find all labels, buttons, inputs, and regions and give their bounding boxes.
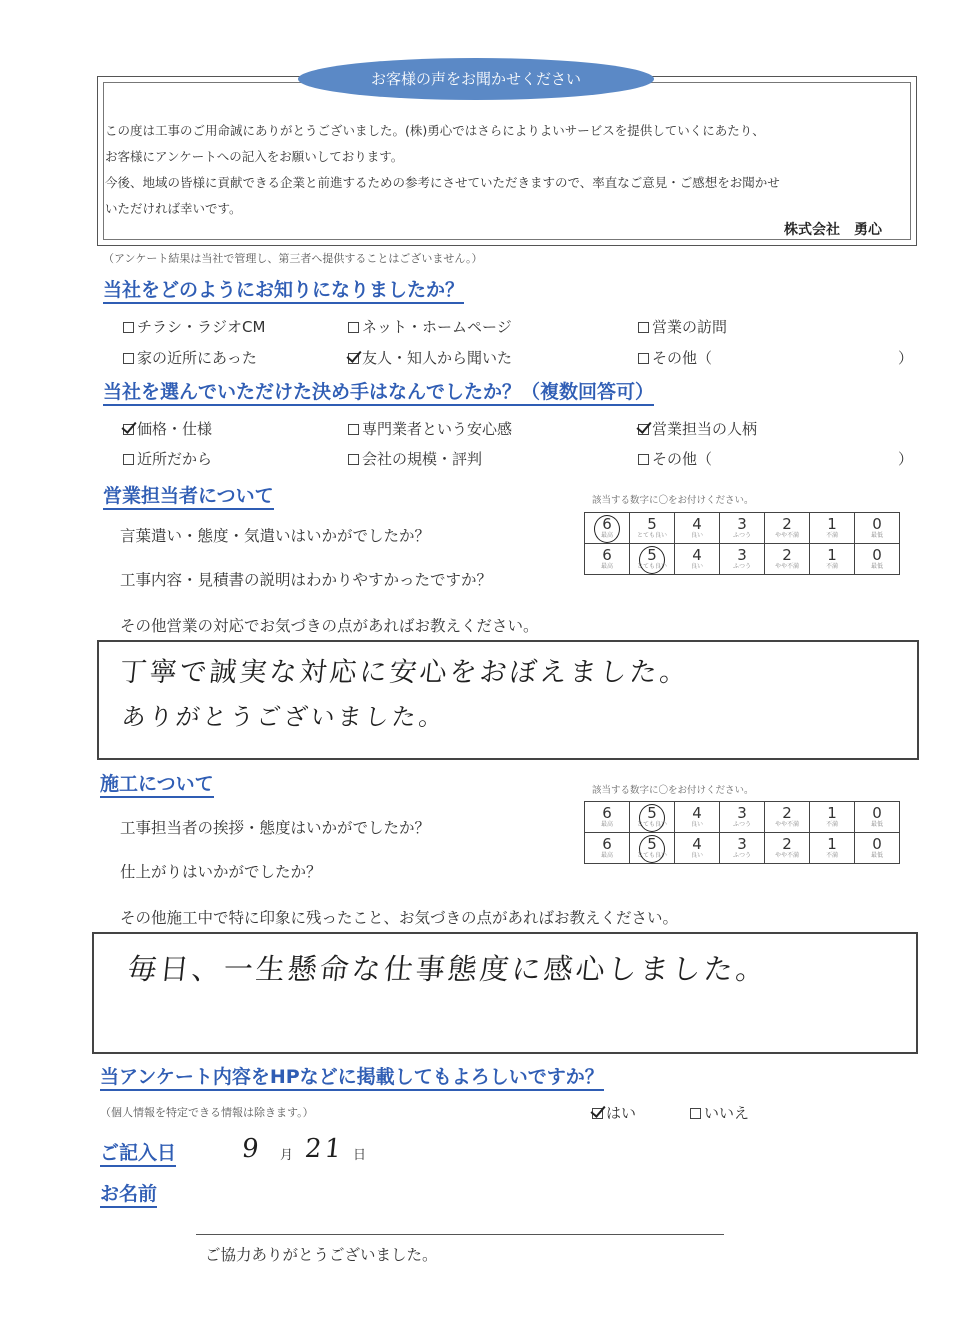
selected-circle-mark — [639, 835, 665, 863]
rating-cell[interactable] — [765, 513, 810, 544]
rating-number: 5 — [647, 835, 657, 853]
rating-label: 最低 — [870, 852, 883, 859]
rating-number: 1 — [827, 546, 837, 564]
rating-cell[interactable] — [585, 544, 630, 575]
rating-cell[interactable] — [720, 833, 765, 864]
date-month-value: 9 — [240, 1134, 264, 1164]
checkbox[interactable] — [638, 353, 649, 364]
rating-label: ふつう — [732, 821, 751, 828]
rating-number: 0 — [872, 515, 882, 533]
rating-label: 最高 — [600, 532, 613, 539]
selected-circle-mark — [639, 804, 665, 832]
rating-label: ふつう — [732, 563, 751, 570]
date-month-unit: 月 — [280, 1148, 294, 1163]
rating-row — [585, 544, 900, 575]
construction-question-2: 仕上がりはいかがでしたか？ — [120, 863, 322, 881]
q2-option[interactable]: その他（ — [638, 448, 712, 469]
sales-heading: 営業担当者について — [103, 485, 274, 510]
name-heading: お名前 — [100, 1183, 157, 1208]
rating-label: 不満 — [825, 852, 838, 859]
selected-circle-mark — [639, 546, 665, 574]
intro-line: いただければ幸いです。 — [105, 201, 242, 216]
privacy-note: （アンケート結果は当社で管理し、第三者へ提供することはございません。） — [103, 252, 483, 265]
date-heading: ご記入日 — [100, 1142, 176, 1167]
rating-cell[interactable] — [675, 833, 720, 864]
rating-number: 2 — [782, 804, 792, 822]
survey-title: お客様の声をお聞かせください — [298, 58, 654, 100]
q2-option[interactable]: 営業担当の人柄 — [638, 418, 757, 439]
rating-number: 5 — [647, 515, 657, 533]
rating-label: やや不満 — [774, 563, 799, 570]
rating-label: やや不満 — [774, 532, 799, 539]
rating-label: ふつう — [732, 852, 751, 859]
construction-rating-table — [584, 801, 900, 864]
rating-number: 3 — [737, 515, 747, 533]
rating-number: 3 — [737, 546, 747, 564]
q2-heading: 当社を選んでいただけた決め手はなんでしたか？（複数回答可） — [103, 381, 654, 406]
checkbox[interactable] — [348, 424, 359, 435]
construction-question-1: 工事担当者の挨拶・態度はいかがでしたか？ — [120, 819, 431, 837]
rating-label: 最高 — [600, 563, 613, 570]
rating-cell[interactable] — [630, 833, 675, 864]
rating-label: 良い — [690, 532, 703, 539]
rating-cell[interactable] — [585, 513, 630, 544]
rating-label: ふつう — [732, 532, 751, 539]
intro-line: この度は工事のご用命誠にありがとうございました。(株)勇心ではさらによりよいサービスを提供していくにあたり、 — [105, 123, 765, 138]
rating-label: とても良い — [636, 532, 667, 539]
checkbox[interactable] — [123, 322, 134, 333]
sales-comment-line: ありがとうございました。 — [120, 703, 448, 731]
publish-note: （個人情報を特定できる情報は除きます。） — [100, 1106, 314, 1119]
rating-cell[interactable] — [765, 833, 810, 864]
rating-row — [585, 513, 900, 544]
q1-heading: 当社をどのようにお知りになりましたか？ — [103, 279, 464, 304]
q1-option[interactable]: チラシ・ラジオCM — [123, 316, 265, 337]
rating-cell[interactable] — [810, 513, 855, 544]
rating-cell[interactable] — [765, 802, 810, 833]
thanks-message: ご協力ありがとうございました。 — [205, 1246, 438, 1264]
rating-cell[interactable] — [630, 544, 675, 575]
rating-number: 6 — [602, 515, 612, 533]
rating-number: 0 — [872, 804, 882, 822]
sales-comment-line: 丁寧で誠実な対応に安心をおぼえました。 — [118, 657, 692, 688]
rating-label: 良い — [690, 821, 703, 828]
company-name: 株式会社 勇心 — [784, 222, 882, 238]
rating-number: 6 — [602, 546, 612, 564]
rating-cell[interactable] — [585, 833, 630, 864]
rating-label: 不満 — [825, 563, 838, 570]
rating-row — [585, 833, 900, 864]
construction-comment-line: 毎日、一生懸命な仕事態度に感心しました。 — [126, 952, 770, 986]
selected-circle-mark — [594, 515, 620, 543]
rating-label: 良い — [690, 563, 703, 570]
rating-number: 1 — [827, 804, 837, 822]
rating-label: やや不満 — [774, 821, 799, 828]
rating-number: 3 — [737, 804, 747, 822]
checkbox[interactable] — [348, 322, 359, 333]
rating-number: 1 — [827, 835, 837, 853]
close-paren: ） — [898, 450, 914, 468]
rating-number: 2 — [782, 546, 792, 564]
intro-line: お客様にアンケートへの記入をお願いしております。 — [105, 149, 404, 164]
rating-number: 0 — [872, 835, 882, 853]
intro-line: 今後、地域の皆様に貢献できる企業と前進するための参考にさせていただきますので、率直なご意見・ご感想をお聞かせ — [105, 175, 780, 190]
rating-number: 1 — [827, 515, 837, 533]
q1-option[interactable]: 営業の訪問 — [638, 316, 727, 337]
q1-option[interactable]: 友人・知人から聞いた — [348, 347, 512, 368]
sales-rating-table — [584, 512, 900, 575]
rating-number: 6 — [602, 804, 612, 822]
rating-cell[interactable] — [765, 544, 810, 575]
rating-cell[interactable] — [810, 802, 855, 833]
rating-number: 4 — [692, 515, 702, 533]
name-line[interactable] — [196, 1234, 724, 1235]
checkbox[interactable] — [123, 353, 134, 364]
date-day-unit: 日 — [353, 1148, 367, 1163]
scale-instruction: 該当する数字に〇をお付けください。 — [592, 495, 754, 506]
rating-label: 最高 — [600, 852, 613, 859]
rating-cell[interactable] — [855, 802, 900, 833]
rating-cell[interactable] — [675, 802, 720, 833]
rating-cell[interactable] — [675, 513, 720, 544]
rating-label: 最低 — [870, 821, 883, 828]
rating-label: 最低 — [870, 532, 883, 539]
rating-label: 良い — [690, 852, 703, 859]
construction-comment-prompt: その他施工中で特に印象に残ったこと、お気づきの点があればお教えください。 — [120, 909, 679, 927]
rating-cell[interactable] — [720, 513, 765, 544]
rating-cell[interactable] — [810, 544, 855, 575]
q2-option[interactable]: 価格・仕様 — [123, 418, 212, 439]
close-paren: ） — [898, 349, 914, 367]
rating-label: 最低 — [870, 563, 883, 570]
rating-label: やや不満 — [774, 852, 799, 859]
rating-number: 5 — [647, 804, 657, 822]
q1-option[interactable]: その他（ — [638, 347, 712, 368]
rating-label: 不満 — [825, 532, 838, 539]
publish-heading: 当アンケート内容をHPなどに掲載してもよろしいですか？ — [100, 1066, 604, 1091]
checkbox[interactable] — [638, 454, 649, 465]
rating-label: 不満 — [825, 821, 838, 828]
rating-cell[interactable] — [720, 802, 765, 833]
intro-text — [105, 118, 905, 222]
rating-label: とても良い — [636, 563, 667, 570]
rating-label: とても良い — [636, 852, 667, 859]
rating-cell[interactable] — [855, 833, 900, 864]
rating-cell[interactable] — [630, 513, 675, 544]
rating-cell[interactable] — [720, 544, 765, 575]
checkbox-checked[interactable] — [348, 353, 359, 364]
date-day-value: 21 — [303, 1134, 346, 1164]
q1-option[interactable]: ネット・ホームページ — [348, 316, 512, 337]
checkbox[interactable] — [690, 1108, 701, 1119]
q2-option[interactable]: 近所だから — [123, 448, 212, 469]
rating-number: 4 — [692, 804, 702, 822]
checkbox-checked[interactable] — [592, 1108, 603, 1119]
q2-option[interactable]: 専門業者という安心感 — [348, 418, 512, 439]
rating-row — [585, 802, 900, 833]
rating-cell[interactable] — [585, 802, 630, 833]
scale-instruction: 該当する数字に〇をお付けください。 — [592, 785, 754, 796]
sales-question-1: 言葉遣い・態度・気遣いはいかがでしたか？ — [120, 527, 431, 545]
rating-cell[interactable] — [675, 544, 720, 575]
rating-number: 6 — [602, 835, 612, 853]
construction-heading: 施工について — [100, 773, 214, 798]
sales-question-2: 工事内容・見積書の説明はわかりやすかったですか？ — [120, 571, 493, 589]
sales-comment-prompt: その他営業の対応でお気づきの点があればお教えください。 — [120, 617, 539, 635]
rating-number: 2 — [782, 515, 792, 533]
rating-number: 4 — [692, 835, 702, 853]
rating-cell[interactable] — [855, 544, 900, 575]
q2-option[interactable]: 会社の規模・評判 — [348, 448, 482, 469]
rating-cell[interactable] — [810, 833, 855, 864]
rating-number: 0 — [872, 546, 882, 564]
checkbox[interactable] — [638, 322, 649, 333]
checkbox[interactable] — [123, 454, 134, 465]
q1-option[interactable]: 家の近所にあった — [123, 347, 257, 368]
rating-label: 最高 — [600, 821, 613, 828]
rating-number: 3 — [737, 835, 747, 853]
checkbox-checked[interactable] — [638, 424, 649, 435]
rating-cell[interactable] — [630, 802, 675, 833]
rating-number: 4 — [692, 546, 702, 564]
publish-yes-option[interactable]: はい — [592, 1102, 636, 1123]
rating-number: 2 — [782, 835, 792, 853]
rating-number: 5 — [647, 546, 657, 564]
checkbox-checked[interactable] — [123, 424, 134, 435]
checkbox[interactable] — [348, 454, 359, 465]
publish-no-option[interactable]: いいえ — [690, 1102, 749, 1123]
rating-label: とても良い — [636, 821, 667, 828]
rating-cell[interactable] — [855, 513, 900, 544]
